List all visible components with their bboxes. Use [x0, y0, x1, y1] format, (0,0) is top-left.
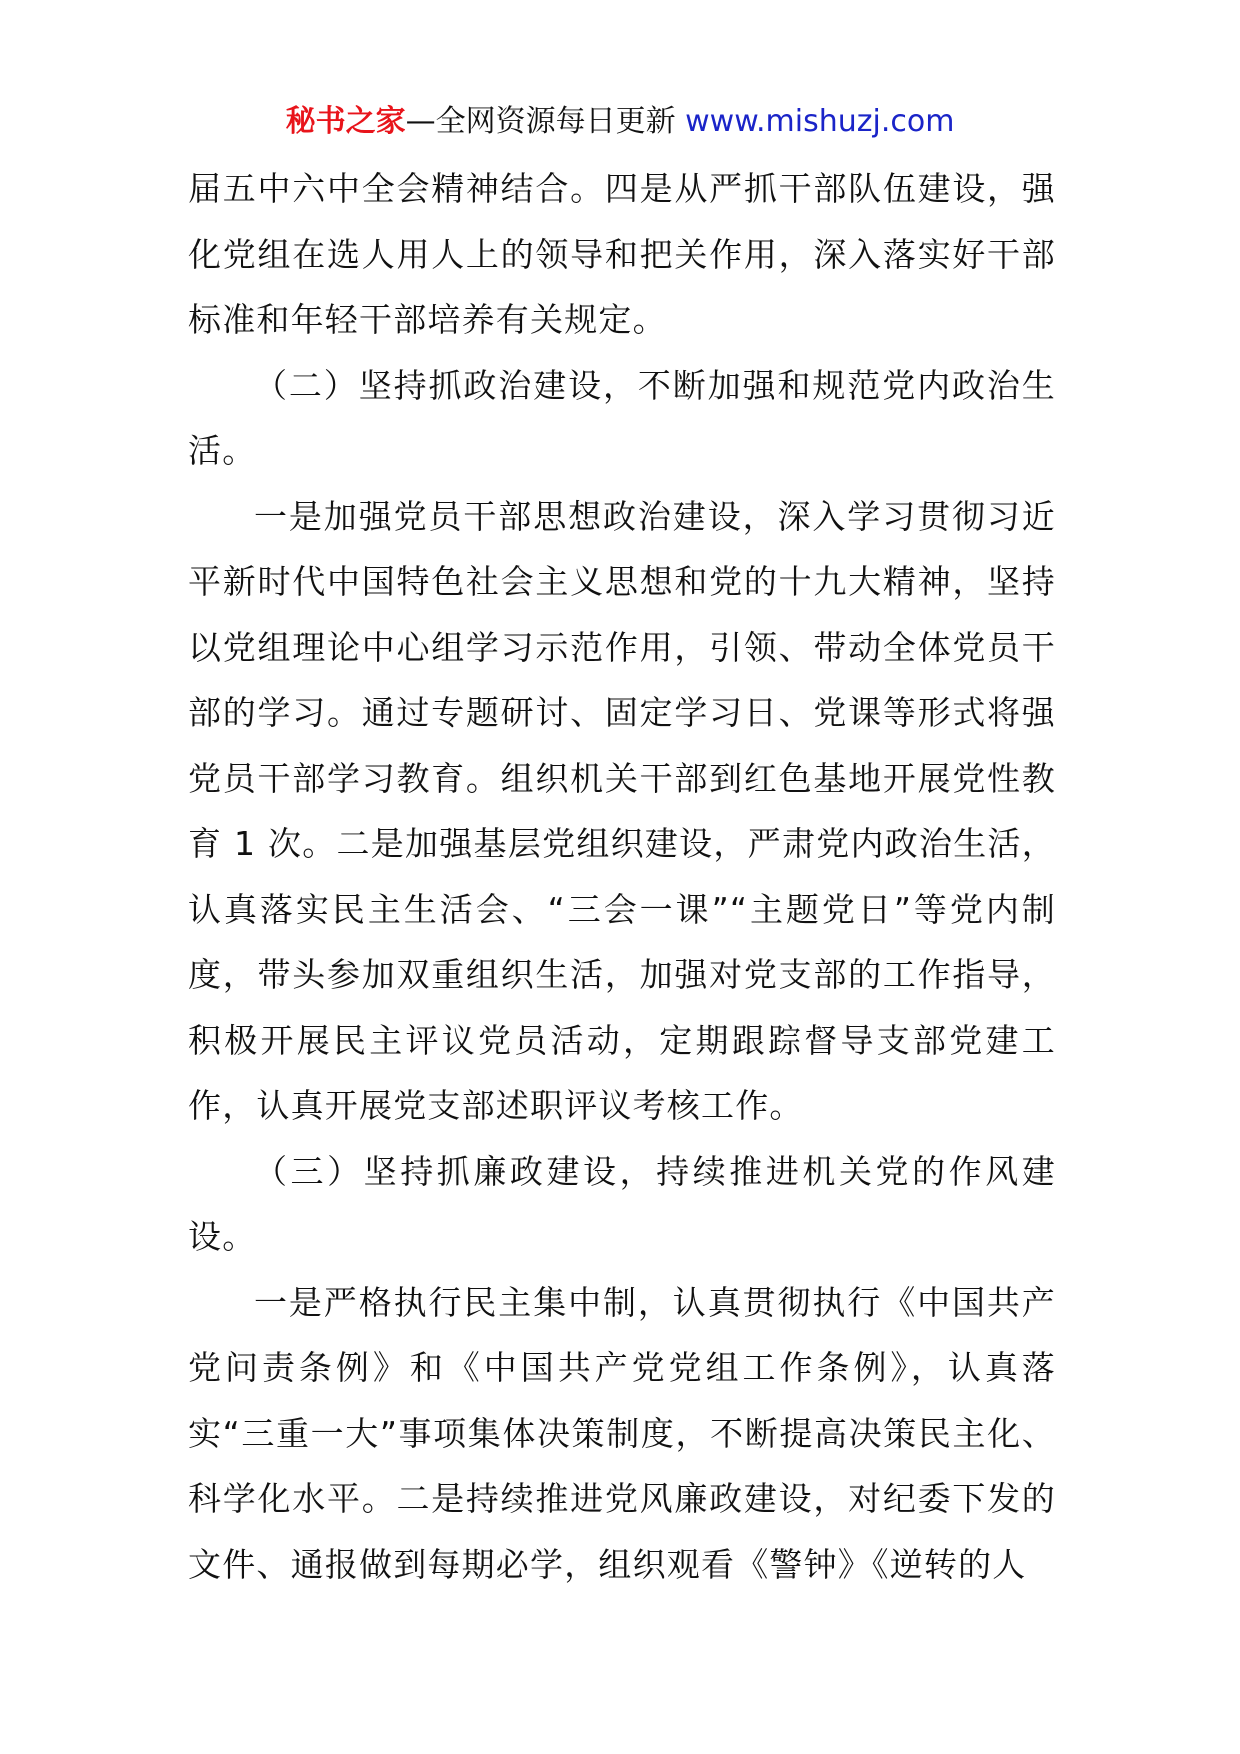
- header-brand: 秘书之家: [285, 104, 406, 139]
- paragraph-political-building: 一是加强党员干部思想政治建设，深入学习贯彻习近平新时代中国特色社会主义思想和党的十九大精神，坚持以党组理论中心组学习示范作用，引领、带动全体党员干部的学习。通过专题研讨、固定学习日、党课等形式将强党员干部学习教育。组织机关干部到红色基地开展党性教育 1 次。二是加强基层党组织建设，严肃党内政治生活，认真落实民主生活会、“三会一课”“主题党日”等党内制度，带头参加双重组织生活，加强对党支部的工作指导，积极开展民主评议党员活动，定期跟踪督导支部党建工作，认真开展党支部述职评议考核工作。: [188, 496, 1056, 1125]
- page-header: [0, 100, 1240, 144]
- header-site-link[interactable]: www.mishuzj.com: [685, 104, 955, 139]
- header-slogan: —全网资源每日更新: [405, 104, 676, 139]
- section-heading-2: （二）坚持抓政治建设，不断加强和规范党内政治生活。: [188, 365, 1056, 470]
- paragraph-integrity-building: 一是严格执行民主集中制，认真贯彻执行《中国共产党问责条例》和《中国共产党党组工作条例》，认真落实“三重一大”事项集体决策制度，不断提高决策民主化、科学化水平。二是持续推进党风廉政建设，对纪委下发的文件、通报做到每期必学，组织观看《警钟》《逆转的人: [188, 1282, 1056, 1584]
- document-body: [188, 156, 1056, 1597]
- paragraph-continuation: 届五中六中全会精神结合。四是从严抓干部队伍建设，强化党组在选人用人上的领导和把关作用，深入落实好干部标准和年轻干部培养有关规定。: [188, 169, 1056, 339]
- section-heading-3: （三）坚持抓廉政建设，持续推进机关党的作风建设。: [188, 1151, 1056, 1256]
